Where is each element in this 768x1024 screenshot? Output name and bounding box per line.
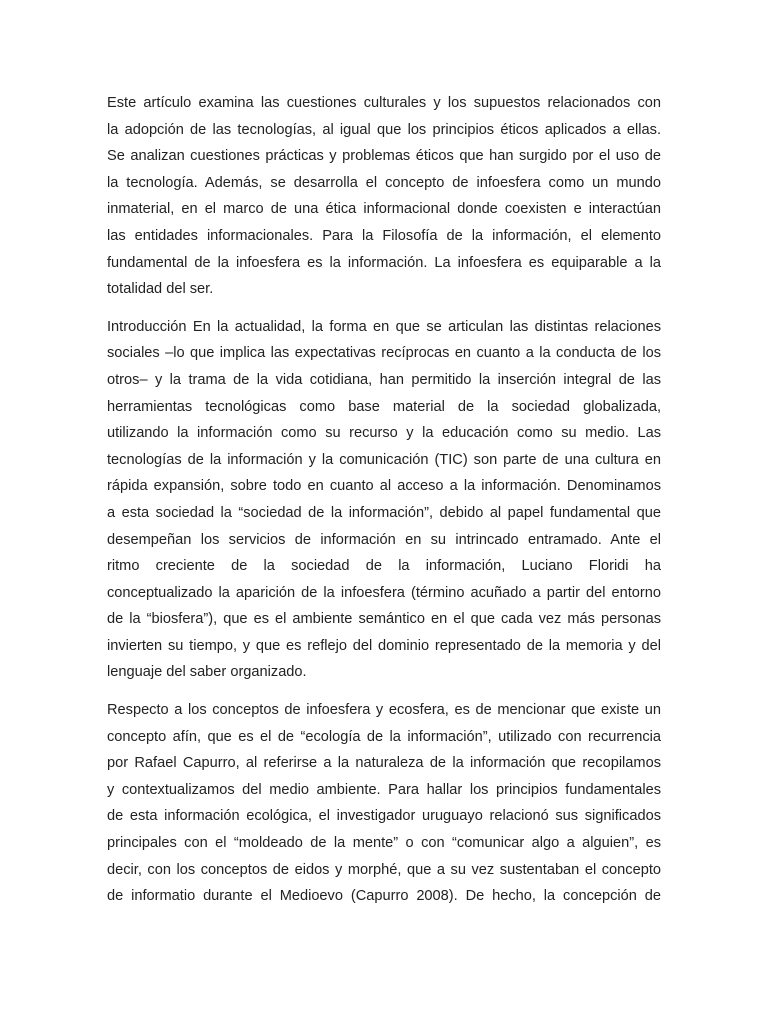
- text-line: la tecnología. Además, se desarrolla el concepto de infoesfera como un mundo: [107, 174, 661, 191]
- text-line: las entidades informacionales. Para la Filosofía de la información, el elemento: [107, 227, 661, 244]
- text-line: concepto afín, que es el de “ecología de la información”, utilizado con recurrencia: [107, 728, 661, 745]
- text-line: fundamental de la infoesfera es la información. La infoesfera es equiparable a la: [107, 254, 661, 271]
- text-line: lenguaje del saber organizado.: [107, 664, 307, 681]
- text-line: a esta sociedad la “sociedad de la información”, debido al papel fundamental que: [107, 504, 661, 521]
- text-line: invierten su tiempo, y que es reflejo del dominio representado de la memoria y del: [107, 637, 661, 654]
- text-line: por Rafael Capurro, al referirse a la naturaleza de la información que recopilamos: [107, 755, 661, 772]
- text-line: Este artículo examina las cuestiones culturales y los supuestos relacionados con: [107, 95, 661, 111]
- text-line: totalidad del ser.: [107, 281, 214, 298]
- article-body: [107, 90, 661, 921]
- text-line: de la “biosfera”), que es el ambiente semántico en el que cada vez más personas: [107, 611, 661, 628]
- text-line: Se analizan cuestiones prácticas y problemas éticos que han surgido por el uso de: [107, 148, 661, 165]
- paragraph-abstract: [107, 90, 661, 303]
- text-line: de esta información ecológica, el investigador uruguayo relacionó sus significados: [107, 808, 661, 825]
- text-line: inmaterial, en el marco de una ética informacional donde coexisten e interactúan: [107, 201, 661, 218]
- text-line: Introducción En la actualidad, la forma en que se articulan las distintas relaciones: [107, 318, 661, 335]
- text-line: tecnologías de la información y la comunicación (TIC) son parte de una cultura en: [107, 451, 661, 468]
- text-line: de informatio durante el Medioevo (Capurro 2008). De hecho, la concepción de: [107, 888, 661, 905]
- text-line: desempeñan los servicios de información en su intrincado entramado. Ante el: [107, 531, 661, 548]
- text-line: principales con el “moldeado de la mente” o con “comunicar algo a alguien”, es: [107, 835, 661, 852]
- paragraph-infoesfera-ecosfera: [107, 697, 661, 910]
- text-line: otros– y la trama de la vida cotidiana, han permitido la inserción integral de las: [107, 371, 661, 388]
- text-line: herramientas tecnológicas como base material de la sociedad globalizada,: [107, 398, 661, 415]
- text-line: rápida expansión, sobre todo en cuanto al acceso a la información. Denominamos: [107, 478, 661, 495]
- text-line: y contextualizamos del medio ambiente. Para hallar los principios fundamentales: [107, 781, 661, 798]
- paragraph-introduction: [107, 314, 661, 686]
- text-line: utilizando la información como su recurso y la educación como su medio. Las: [107, 425, 661, 442]
- text-line: conceptualizado la aparición de la infoesfera (término acuñado a partir del entorno: [107, 584, 661, 601]
- text-line: sociales –lo que implica las expectativas recíprocas en cuanto a la conducta de los: [107, 345, 661, 362]
- text-line: ritmo creciente de la sociedad de la información, Luciano Floridi ha: [107, 558, 661, 575]
- text-line: decir, con los conceptos de eidos y morphé, que a su vez sustentaban el concepto: [107, 861, 661, 878]
- text-line: la adopción de las tecnologías, al igual que los principios éticos aplicados a ellas.: [107, 121, 661, 138]
- text-line: Respecto a los conceptos de infoesfera y ecosfera, es de mencionar que existe un: [107, 702, 661, 719]
